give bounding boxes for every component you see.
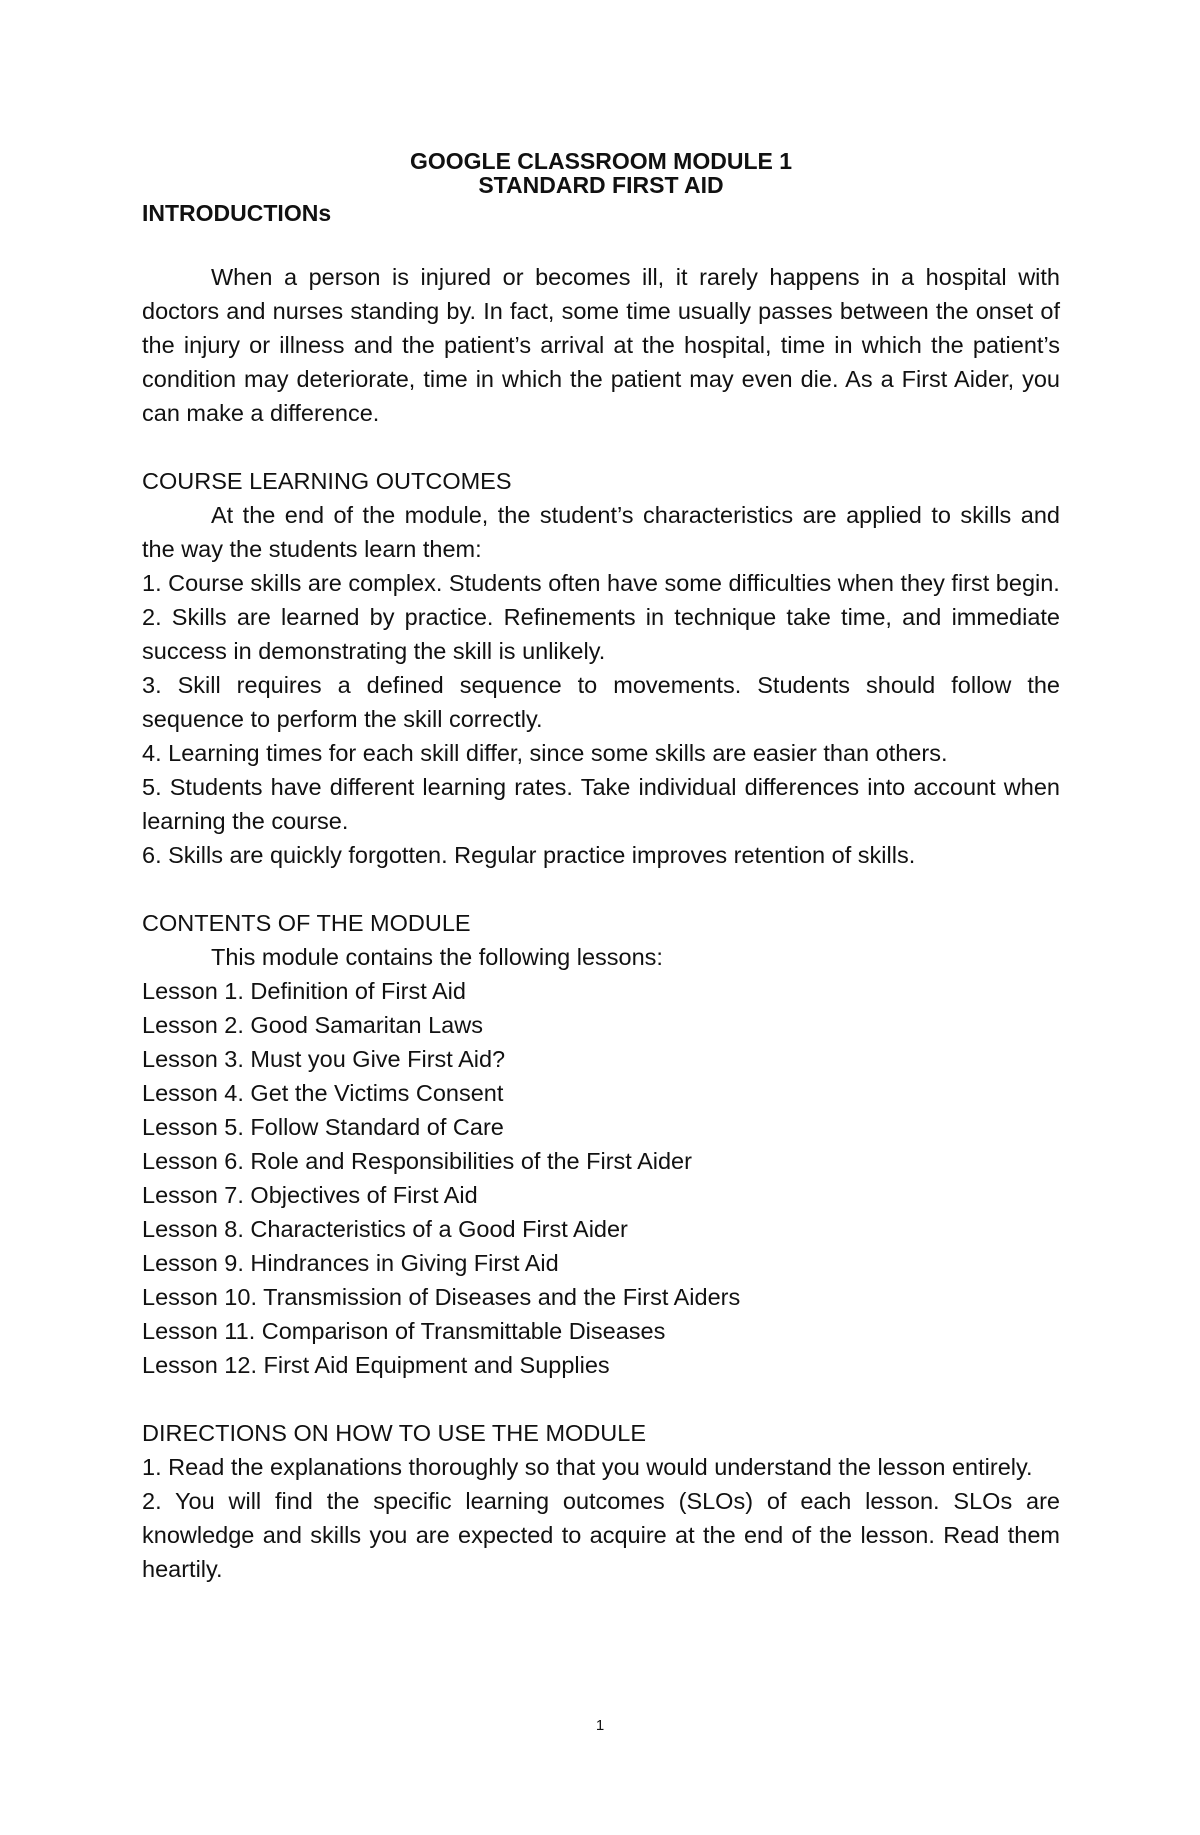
lesson-item: Lesson 1. Definition of First Aid	[142, 978, 466, 1004]
document-title-line-2: STANDARD FIRST AID	[478, 172, 724, 198]
lesson-item: Lesson 12. First Aid Equipment and Supplies	[142, 1352, 610, 1378]
direction-item: 1. Read the explanations thoroughly so that you would understand the lesson entirely.	[142, 1454, 1033, 1480]
lesson-item: Lesson 8. Characteristics of a Good First Aider	[142, 1216, 628, 1242]
lesson-item: Lesson 10. Transmission of Diseases and the First Aiders	[142, 1284, 741, 1310]
direction-item: 2. You will find the specific learning outcomes (SLOs) of each lesson. SLOs are knowledge and skills you are expected to acquire at the end of the lesson. Read them heartily.	[142, 1488, 1060, 1582]
outcomes-heading: COURSE LEARNING OUTCOMES	[142, 468, 512, 494]
lesson-item: Lesson 7. Objectives of First Aid	[142, 1182, 478, 1208]
lesson-item: Lesson 4. Get the Victims Consent	[142, 1080, 504, 1106]
outcome-item: 4. Learning times for each skill differ, since some skills are easier than others.	[142, 740, 948, 766]
lesson-item: Lesson 5. Follow Standard of Care	[142, 1114, 504, 1140]
lesson-item: Lesson 2. Good Samaritan Laws	[142, 1012, 483, 1038]
intro-paragraph: When a person is injured or becomes ill, it rarely happens in a hospital with doctors and nurses standing by. In fact, some time usually passes between the onset of the injury or illness and the patient’s arrival at the hospital, time in which the patient’s condition may deteriorate, time in which the patient may even die. As a First Aider, you can make a difference.	[142, 264, 1060, 426]
outcome-item: 3. Skill requires a defined sequence to movements. Students should follow the sequence to perform the skill correctly.	[142, 672, 1060, 732]
page-number: 1	[595, 1717, 605, 1734]
outcomes-lead: At the end of the module, the student’s characteristics are applied to skills and the way the students learn them:	[142, 502, 1060, 562]
outcome-item: 1. Course skills are complex. Students often have some difficulties when they first begin.	[142, 570, 1060, 596]
outcomes-list	[142, 566, 1060, 872]
intro-heading: INTRODUCTIONs	[142, 200, 332, 226]
outcome-item: 5. Students have different learning rates. Take individual differences into account when learning the course.	[142, 774, 1060, 834]
document-body	[142, 144, 1060, 1586]
lesson-item: Lesson 3. Must you Give First Aid?	[142, 1046, 506, 1072]
lesson-item: Lesson 11. Comparison of Transmittable Diseases	[142, 1318, 666, 1344]
outcome-item: 6. Skills are quickly forgotten. Regular practice improves retention of skills.	[142, 842, 916, 868]
lesson-item: Lesson 6. Role and Responsibilities of the First Aider	[142, 1148, 692, 1174]
contents-lead: This module contains the following lessons:	[211, 944, 663, 970]
directions-heading: DIRECTIONS ON HOW TO USE THE MODULE	[142, 1420, 646, 1446]
lesson-item: Lesson 9. Hindrances in Giving First Aid	[142, 1250, 559, 1276]
outcome-item: 2. Skills are learned by practice. Refinements in technique take time, and immediate success in demonstrating the skill is unlikely.	[142, 604, 1060, 664]
document-title-line-1: GOOGLE CLASSROOM MODULE 1	[409, 148, 793, 174]
lessons-list	[142, 974, 1060, 1382]
contents-heading: CONTENTS OF THE MODULE	[142, 910, 471, 936]
directions-list	[142, 1450, 1060, 1586]
